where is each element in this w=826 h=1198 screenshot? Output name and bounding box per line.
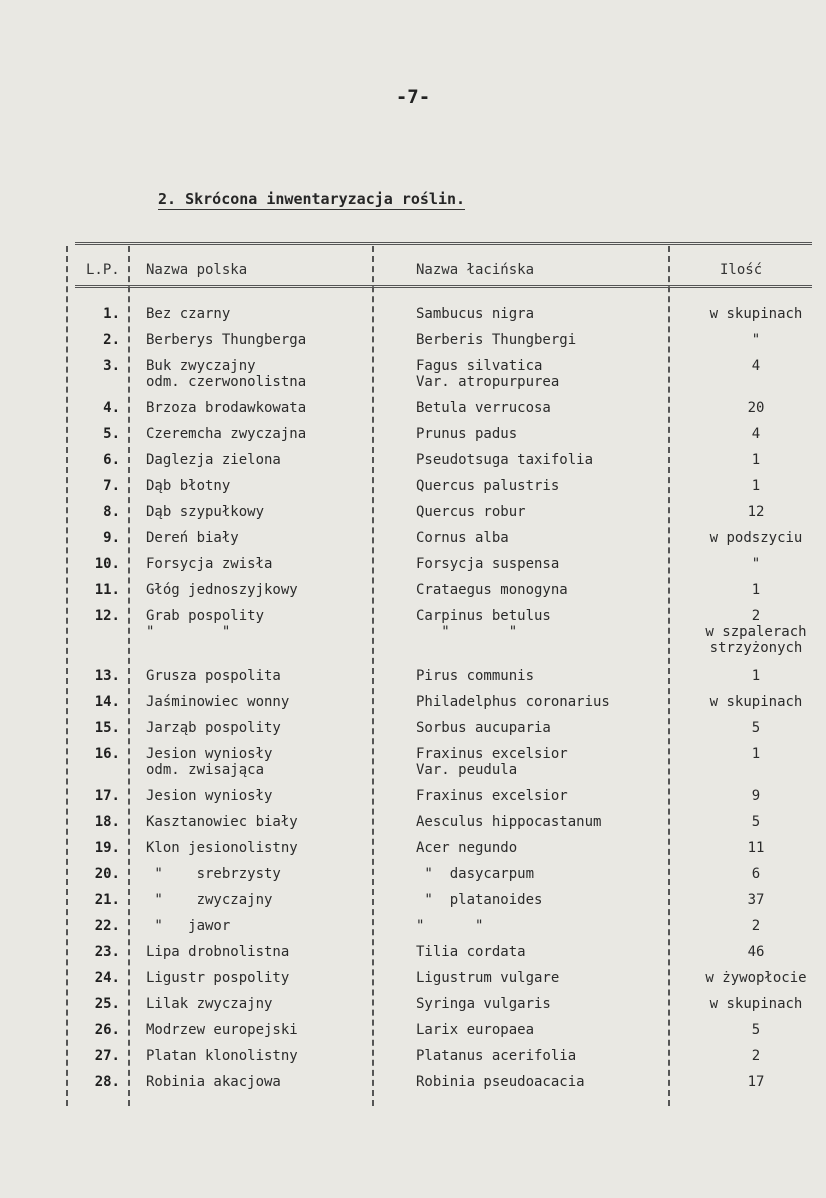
column-divider-polish (372, 246, 374, 1106)
latin-name: " platanoides (416, 892, 543, 908)
quantity: 2 w szpalerach strzyżonych (705, 608, 807, 656)
row-number: 16. (94, 746, 120, 762)
latin-name: Fraxinus excelsior (416, 788, 568, 804)
polish-name: Buk zwyczajny odm. czerwonolistna (146, 358, 307, 390)
row-number: 28. (94, 1074, 120, 1090)
quantity: 1 (751, 452, 761, 468)
column-divider-latin (668, 246, 670, 1106)
polish-name: Jaśminowiec wonny (146, 694, 290, 710)
polish-name: Ligustr pospolity (146, 970, 290, 986)
polish-name: Dąb błotny (146, 478, 231, 494)
row-number: 15. (94, 720, 120, 736)
row-number: 26. (94, 1022, 120, 1038)
quantity: 6 (751, 866, 761, 882)
latin-name: Platanus acerifolia (416, 1048, 577, 1064)
latin-name: Acer negundo (416, 840, 518, 856)
polish-name: Robinia akacjowa (146, 1074, 281, 1090)
polish-name: Platan klonolistny (146, 1048, 298, 1064)
row-number: 23. (94, 944, 120, 960)
row-number: 1. (103, 306, 120, 322)
row-number: 2. (103, 332, 120, 348)
quantity: 2 (751, 918, 761, 934)
row-number: 5. (103, 426, 120, 442)
quantity: w podszyciu (709, 530, 803, 546)
quantity: 9 (751, 788, 761, 804)
latin-name: Fraxinus excelsior Var. peudula (416, 746, 568, 778)
polish-name: Klon jesionolistny (146, 840, 298, 856)
latin-name: Sambucus nigra (416, 306, 535, 322)
quantity: " (751, 332, 761, 348)
quantity: 17 (747, 1074, 765, 1090)
row-number: 25. (94, 996, 120, 1012)
quantity: " (751, 556, 761, 572)
latin-name: Philadelphus coronarius (416, 694, 610, 710)
polish-name: Dereń biały (146, 530, 239, 546)
polish-name: Jarząb pospolity (146, 720, 281, 736)
quantity: w żywopłocie (705, 970, 807, 986)
row-number: 10. (94, 556, 120, 572)
quantity: 1 (751, 478, 761, 494)
latin-name: Berberis Thungbergi (416, 332, 577, 348)
quantity: 46 (747, 944, 765, 960)
latin-name: Syringa vulgaris (416, 996, 551, 1012)
latin-name: Sorbus aucuparia (416, 720, 551, 736)
polish-name: Kasztanowiec biały (146, 814, 298, 830)
polish-name: Grusza pospolita (146, 668, 281, 684)
header-lp: L.P. (86, 262, 120, 278)
row-number: 8. (103, 504, 120, 520)
latin-name: Crataegus monogyna (416, 582, 568, 598)
polish-name: Grab pospolity " " (146, 608, 265, 640)
row-number: 3. (103, 358, 120, 374)
row-number: 7. (103, 478, 120, 494)
polish-name: Forsycja zwisła (146, 556, 273, 572)
quantity: 5 (751, 720, 761, 736)
polish-name: Jesion wyniosły (146, 788, 273, 804)
page-number: -7- (395, 86, 431, 108)
row-number: 14. (94, 694, 120, 710)
latin-name: Quercus palustris (416, 478, 560, 494)
quantity: 5 (751, 814, 761, 830)
polish-name: Lilak zwyczajny (146, 996, 273, 1012)
latin-name: Cornus alba (416, 530, 509, 546)
row-number: 17. (94, 788, 120, 804)
polish-name: Daglezja zielona (146, 452, 281, 468)
latin-name: Tilia cordata (416, 944, 526, 960)
quantity: 37 (747, 892, 765, 908)
latin-name: " " (416, 918, 484, 934)
polish-name: Głóg jednoszyjkowy (146, 582, 298, 598)
quantity: 1 (751, 668, 761, 684)
quantity: 1 (751, 582, 761, 598)
quantity: 20 (747, 400, 765, 416)
polish-name: Bez czarny (146, 306, 231, 322)
quantity: 4 (751, 426, 761, 442)
latin-name: Betula verrucosa (416, 400, 551, 416)
header-polish-name: Nazwa polska (146, 262, 248, 278)
row-number: 6. (103, 452, 120, 468)
row-number: 24. (94, 970, 120, 986)
polish-name: Czeremcha zwyczajna (146, 426, 307, 442)
latin-name: Ligustrum vulgare (416, 970, 560, 986)
section-heading: 2. Skrócona inwentaryzacja roślin. (158, 190, 466, 208)
latin-name: Robinia pseudoacacia (416, 1074, 585, 1090)
row-number: 19. (94, 840, 120, 856)
polish-name: Jesion wyniosły odm. zwisająca (146, 746, 273, 778)
row-number: 18. (94, 814, 120, 830)
polish-name: Dąb szypułkowy (146, 504, 265, 520)
row-number: 9. (103, 530, 120, 546)
quantity: w skupinach (709, 996, 803, 1012)
quantity: w skupinach (709, 306, 803, 322)
row-number: 4. (103, 400, 120, 416)
polish-name: Brzoza brodawkowata (146, 400, 307, 416)
table-top-rule (75, 242, 812, 245)
latin-name: " dasycarpum (416, 866, 535, 882)
header-quantity: Ilość (720, 262, 763, 278)
latin-name: Pirus communis (416, 668, 535, 684)
row-number: 11. (94, 582, 120, 598)
polish-name: Berberys Thungberga (146, 332, 307, 348)
header-latin-name: Nazwa łacińska (416, 262, 535, 278)
row-number: 27. (94, 1048, 120, 1064)
polish-name: " jawor (146, 918, 231, 934)
table-header-rule (75, 285, 812, 288)
polish-name: Modrzew europejski (146, 1022, 298, 1038)
polish-name: Lipa drobnolistna (146, 944, 290, 960)
latin-name: Quercus robur (416, 504, 526, 520)
polish-name: " srebrzysty (146, 866, 281, 882)
row-number: 20. (94, 866, 120, 882)
latin-name: Pseudotsuga taxifolia (416, 452, 594, 468)
polish-name: " zwyczajny (146, 892, 273, 908)
row-number: 13. (94, 668, 120, 684)
quantity: 11 (747, 840, 765, 856)
latin-name: Fagus silvatica Var. atropurpurea (416, 358, 560, 390)
quantity: 4 (751, 358, 761, 374)
latin-name: Carpinus betulus " " (416, 608, 551, 640)
quantity: 12 (747, 504, 765, 520)
quantity: 2 (751, 1048, 761, 1064)
latin-name: Larix europaea (416, 1022, 535, 1038)
latin-name: Forsycja suspensa (416, 556, 560, 572)
quantity: 5 (751, 1022, 761, 1038)
quantity: 1 (751, 746, 761, 762)
latin-name: Prunus padus (416, 426, 518, 442)
column-divider-lp (128, 246, 130, 1106)
row-number: 12. (94, 608, 120, 624)
row-number: 21. (94, 892, 120, 908)
quantity: w skupinach (709, 694, 803, 710)
latin-name: Aesculus hippocastanum (416, 814, 602, 830)
row-number: 22. (94, 918, 120, 934)
table-border-left (66, 246, 68, 1106)
